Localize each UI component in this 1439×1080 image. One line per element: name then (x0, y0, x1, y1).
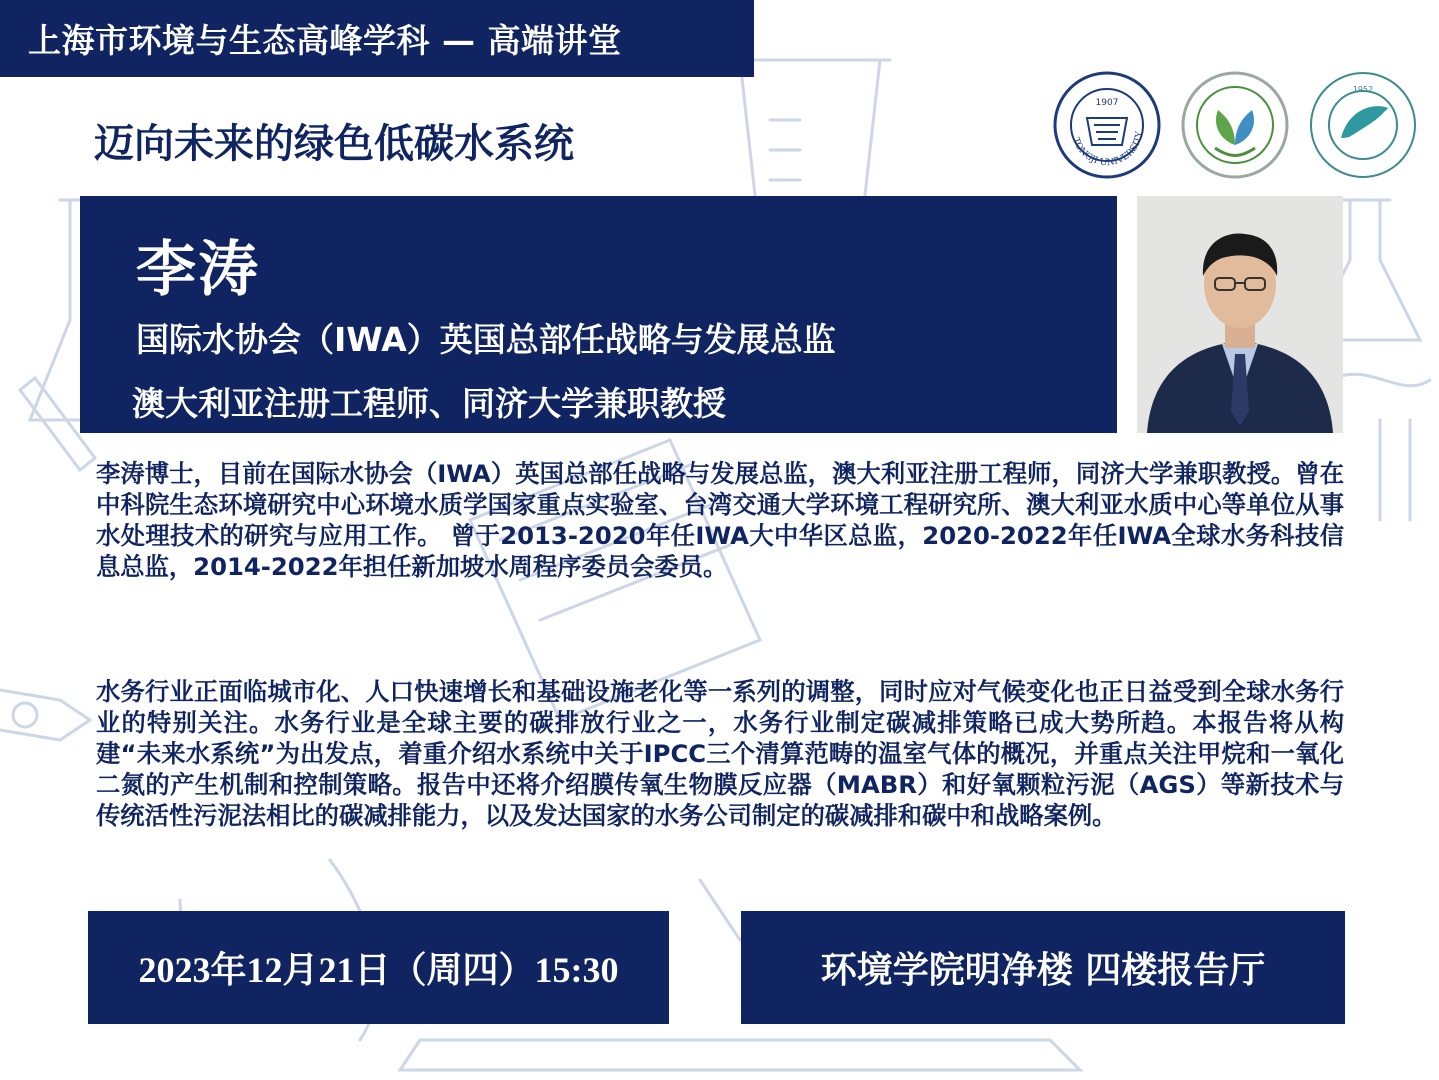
speaker-role-primary: 国际水协会（IWA）英国总部任战略与发展总监 (136, 320, 836, 359)
pollution-control-institute-logo-icon (1180, 70, 1290, 180)
talk-title: 迈向未来的绿色低碳水系统 (94, 121, 574, 167)
talk-abstract: 水务行业正面临城市化、人口快速增长和基础设施老化等一系列的调整，同时应对气候变化也正日益受到全球水务行业的特别关注。水务行业是全球主要的碳排放行业之一，水务行业制定碳减排策略已成大势所趋。本报告将从构建“未来水系统”为出发点，着重介绍水系统中关于IPCC三个清算范畴的温室气体的概况，并重点关注甲烷和一氧化二氮的产生机制和控制策略。报告中还将介绍膜传氧生物膜反应器（MABR）和好氧颗粒污泥（AGS）等新技术与传统活性污泥法相比的碳减排能力，以及发达国家的水务公司制定的碳减排和碳中和战略案例。 (96, 677, 1344, 830)
event-datetime: 2023年12月21日（周四）15:30 (138, 950, 619, 990)
speaker-biography: 李涛博士，目前在国际水协会（IWA）英国总部任战略与发展总监，澳大利亚注册工程师，同济大学兼职教授。曾在中科院生态环境研究中心环境水质学国家重点实验室、台湾交通大学环境工程研究所、澳大利亚水质中心等单位从事水处理技术的研究与应用工作。 曾于2013-2020年任IWA大中华区总监，2020-2022年任IWA全球水务科技信息总监，2014-2022年担任新加坡水周程序委员会委员。 (96, 459, 1344, 581)
speaker-name: 李涛 (136, 235, 260, 305)
speaker-role-secondary: 澳大利亚注册工程师、同济大学兼职教授 (132, 384, 726, 423)
tongji-university-seal-icon (1052, 70, 1162, 180)
speaker-portrait-icon (1137, 196, 1343, 433)
event-venue-box (741, 911, 1345, 1024)
lecture-series-banner: 上海市环境与生态高峰学科 — 高端讲堂 (0, 0, 754, 77)
speaker-photo (1137, 196, 1343, 433)
event-venue: 环境学院明净楼 四楼报告厅 (820, 950, 1266, 991)
environment-college-logo-icon (1308, 70, 1418, 180)
college-year: 1952 (1352, 85, 1374, 94)
logo-group (1052, 70, 1432, 190)
speaker-panel (80, 196, 1117, 433)
seal-year: 1907 (1095, 98, 1119, 108)
seal-text: TONGJI UNIVERSITY (1070, 130, 1146, 169)
event-datetime-box (88, 911, 669, 1024)
